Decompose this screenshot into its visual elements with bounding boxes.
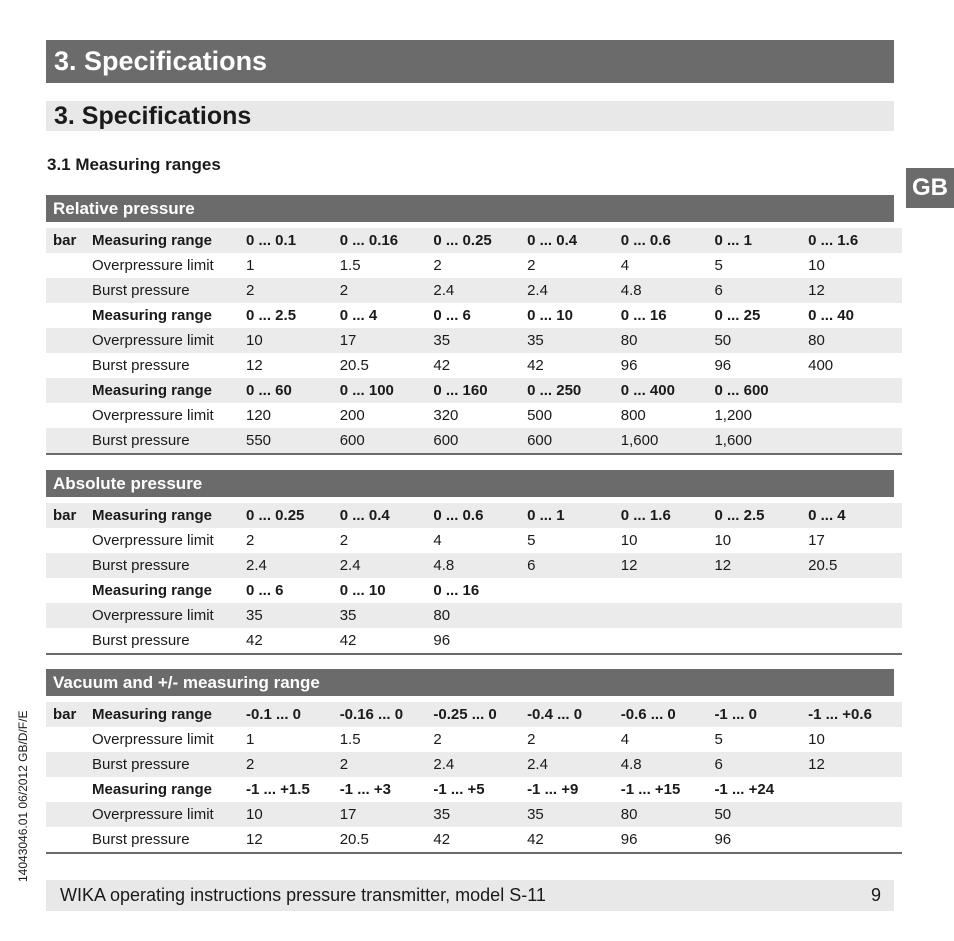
value-cell: 17 <box>340 802 434 827</box>
burst-pressure-row <box>46 628 902 654</box>
unit-cell <box>46 802 86 827</box>
row-label: Overpressure limit <box>86 328 246 353</box>
value-cell <box>714 628 808 654</box>
value-cell <box>808 827 902 853</box>
value-cell: 600 <box>433 428 527 454</box>
page-title: 3. Specifications <box>46 101 894 131</box>
value-cell: -0.4 ... 0 <box>527 702 621 727</box>
section-heading: 3.1 Measuring ranges <box>47 155 221 174</box>
row-label: Burst pressure <box>86 752 246 777</box>
value-cell: 0 ... 0.25 <box>433 228 527 253</box>
value-cell: 320 <box>433 407 459 424</box>
value-cell: 12 <box>246 357 263 374</box>
value-cell: 2 <box>433 257 442 274</box>
spec-data-table <box>46 228 902 455</box>
overpressure-row <box>46 253 902 278</box>
unit-cell <box>46 353 86 378</box>
value-cell: -1 ... 0 <box>714 702 808 727</box>
value-cell <box>621 603 715 628</box>
value-cell: 600 <box>340 428 434 454</box>
unit-cell <box>46 403 86 428</box>
value-cell <box>808 403 902 428</box>
value-cell: 0 ... 0.6 <box>433 503 527 528</box>
page-number: 9 <box>870 885 881 905</box>
value-cell: 0 ... 25 <box>714 307 761 324</box>
value-cell: 2.4 <box>246 553 340 578</box>
value-cell: 10 <box>714 532 732 549</box>
overpressure-row <box>46 403 902 428</box>
value-cell <box>808 777 902 802</box>
vacuum-range-table <box>46 669 894 854</box>
unit-cell <box>46 328 86 353</box>
value-cell <box>808 628 902 654</box>
overpressure-row <box>46 802 902 827</box>
value-cell: 12 <box>714 553 808 578</box>
value-cell: 0 ... 2.5 <box>246 307 297 324</box>
value-cell: 0 ... 1.6 <box>808 228 902 253</box>
value-cell <box>527 628 621 654</box>
row-label: Measuring range <box>92 582 213 599</box>
value-cell: 4.8 <box>621 752 715 777</box>
row-label: Measuring range <box>86 378 246 403</box>
value-cell: 10 <box>808 257 825 274</box>
value-cell: 35 <box>246 603 340 628</box>
value-cell <box>808 578 902 603</box>
value-cell: 6 <box>714 752 808 777</box>
unit-cell <box>46 253 86 278</box>
value-cell: 6 <box>714 278 808 303</box>
value-cell: -1 ... +3 <box>339 781 391 798</box>
value-cell <box>808 378 902 403</box>
value-cell: 2.4 <box>527 278 621 303</box>
value-cell: 12 <box>246 831 263 848</box>
value-cell: 20.5 <box>339 357 369 374</box>
row-label: Measuring range <box>86 702 246 727</box>
value-cell: 2 <box>340 278 434 303</box>
measuring-range-row <box>46 303 902 328</box>
value-cell: 0 ... 0.1 <box>246 228 340 253</box>
spec-data-table <box>46 503 902 655</box>
unit-cell <box>46 603 86 628</box>
value-cell: 2 <box>246 532 255 549</box>
document-code: 14043046.01 06/2012 GB/D/F/E <box>16 710 30 882</box>
value-cell: 550 <box>246 428 340 454</box>
value-cell: 0 ... 6 <box>433 307 471 324</box>
value-cell: 0 ... 400 <box>621 378 715 403</box>
value-cell: 96 <box>714 357 732 374</box>
value-cell: 0 ... 0.4 <box>340 503 434 528</box>
measuring-range-row <box>46 503 902 528</box>
table-title: Relative pressure <box>46 195 894 222</box>
value-cell: 12 <box>808 278 902 303</box>
value-cell: 4 <box>620 257 630 274</box>
value-cell: 0 ... 6 <box>246 582 284 599</box>
value-cell: 4 <box>433 532 442 549</box>
value-cell: 42 <box>527 357 544 374</box>
value-cell: 2.4 <box>433 752 527 777</box>
row-label: Burst pressure <box>92 632 190 649</box>
burst-pressure-row <box>46 553 902 578</box>
value-cell <box>714 603 808 628</box>
value-cell: 0 ... 0.6 <box>621 228 715 253</box>
value-cell: 2.4 <box>527 752 621 777</box>
value-cell: 600 <box>527 428 621 454</box>
value-cell: 2 <box>246 752 340 777</box>
row-label: Measuring range <box>92 307 213 324</box>
row-label: Burst pressure <box>86 278 246 303</box>
value-cell <box>808 603 902 628</box>
value-cell: 35 <box>527 328 621 353</box>
unit-cell <box>46 628 86 654</box>
value-cell <box>808 428 902 454</box>
table-title: Absolute pressure <box>46 470 894 497</box>
value-cell: 1.5 <box>339 257 361 274</box>
overpressure-row <box>46 727 902 752</box>
value-cell: 0 ... 1 <box>527 503 621 528</box>
value-cell: 1,200 <box>714 407 752 424</box>
value-cell: -1 ... +1.5 <box>246 781 310 798</box>
value-cell: 0 ... 1 <box>714 228 808 253</box>
value-cell: 2 <box>527 257 536 274</box>
value-cell: 2.4 <box>433 278 527 303</box>
value-cell: 42 <box>339 632 357 649</box>
value-cell: 20.5 <box>808 553 902 578</box>
unit-cell <box>46 727 86 752</box>
value-cell: 80 <box>621 328 715 353</box>
value-cell: 0 ... 40 <box>808 307 854 324</box>
value-cell: 2 <box>527 731 536 748</box>
row-label: Burst pressure <box>92 357 190 374</box>
top-banner-title: 3. Specifications <box>46 40 894 83</box>
absolute-pressure-table <box>46 470 894 655</box>
unit-cell <box>46 553 86 578</box>
value-cell: -0.16 ... 0 <box>340 702 434 727</box>
value-cell: 400 <box>808 357 834 374</box>
value-cell: 35 <box>340 603 434 628</box>
value-cell: 0 ... 250 <box>527 378 621 403</box>
row-label: Measuring range <box>92 781 213 798</box>
value-cell: 0 ... 160 <box>433 378 527 403</box>
value-cell: 96 <box>620 831 638 848</box>
value-cell <box>714 578 808 603</box>
value-cell <box>808 802 902 827</box>
spec-data-table <box>46 702 902 854</box>
value-cell: -1 ... +9 <box>527 781 579 798</box>
value-cell: 0 ... 16 <box>433 582 480 599</box>
value-cell: 42 <box>433 357 451 374</box>
unit-cell: bar <box>46 228 86 253</box>
value-cell: 35 <box>433 802 527 827</box>
row-label: Overpressure limit <box>92 731 214 748</box>
value-cell: 42 <box>527 831 544 848</box>
measuring-range-row <box>46 578 902 603</box>
row-label: Measuring range <box>86 503 246 528</box>
value-cell <box>621 578 715 603</box>
value-cell: 17 <box>340 328 434 353</box>
overpressure-row <box>46 328 902 353</box>
value-cell: 1,600 <box>714 428 808 454</box>
value-cell: 0 ... 0.4 <box>527 228 621 253</box>
unit-cell <box>46 278 86 303</box>
value-cell: 0 ... 60 <box>246 378 340 403</box>
unit-cell: bar <box>46 503 86 528</box>
unit-cell <box>46 528 86 553</box>
value-cell: 6 <box>527 553 621 578</box>
unit-cell <box>46 428 86 454</box>
unit-cell: bar <box>46 702 86 727</box>
value-cell: 0 ... 0.25 <box>246 503 340 528</box>
value-cell: 35 <box>527 802 621 827</box>
value-cell: 1 <box>246 257 255 274</box>
overpressure-row <box>46 603 902 628</box>
value-cell: 200 <box>339 407 365 424</box>
row-label: Burst pressure <box>86 428 246 454</box>
value-cell: 96 <box>433 632 451 649</box>
value-cell: 10 <box>246 802 340 827</box>
value-cell: 0 ... 10 <box>527 307 573 324</box>
burst-pressure-row <box>46 353 902 378</box>
value-cell: -1 ... +24 <box>714 781 775 798</box>
value-cell: 96 <box>620 357 638 374</box>
burst-pressure-row <box>46 278 902 303</box>
value-cell: 0 ... 16 <box>620 307 667 324</box>
value-cell: 12 <box>621 553 715 578</box>
value-cell: 0 ... 4 <box>339 307 378 324</box>
value-cell: 50 <box>714 328 808 353</box>
value-cell: 80 <box>433 603 527 628</box>
value-cell: 2 <box>433 731 442 748</box>
value-cell: 2 <box>246 278 340 303</box>
value-cell: 35 <box>433 328 527 353</box>
value-cell: 5 <box>714 257 723 274</box>
value-cell: 80 <box>808 328 902 353</box>
value-cell: 5 <box>527 532 536 549</box>
value-cell: 1,600 <box>621 428 715 454</box>
value-cell <box>621 628 715 654</box>
value-cell: 10 <box>620 532 638 549</box>
unit-cell <box>46 378 86 403</box>
footer-text: WIKA operating instructions pressure transmitter, model S-11 <box>60 885 546 905</box>
language-tab: GB <box>906 168 954 208</box>
value-cell: 4 <box>620 731 630 748</box>
unit-cell <box>46 827 86 853</box>
value-cell: 1 <box>246 731 255 748</box>
value-cell: 0 ... 0.16 <box>340 228 434 253</box>
burst-pressure-row <box>46 752 902 777</box>
value-cell: -0.25 ... 0 <box>433 702 527 727</box>
value-cell: -1 ... +0.6 <box>808 702 902 727</box>
value-cell: 0 ... 4 <box>808 503 902 528</box>
value-cell: -1 ... +5 <box>433 781 485 798</box>
value-cell <box>527 603 621 628</box>
document-code-container <box>16 682 32 882</box>
value-cell: 2 <box>339 532 349 549</box>
value-cell: 500 <box>527 407 553 424</box>
value-cell: 0 ... 1.6 <box>621 503 715 528</box>
value-cell: 2 <box>340 752 434 777</box>
measuring-range-row <box>46 777 902 802</box>
unit-cell <box>46 752 86 777</box>
overpressure-row <box>46 528 902 553</box>
value-cell: 42 <box>246 632 263 649</box>
row-label: Burst pressure <box>86 553 246 578</box>
value-cell: 50 <box>714 802 808 827</box>
measuring-range-row <box>46 228 902 253</box>
row-label: Measuring range <box>86 228 246 253</box>
footer <box>46 880 894 911</box>
relative-pressure-table <box>46 195 894 455</box>
row-label: Overpressure limit <box>92 532 214 549</box>
value-cell: 120 <box>246 407 272 424</box>
row-label: Burst pressure <box>92 831 190 848</box>
value-cell: 10 <box>808 731 825 748</box>
value-cell <box>527 578 621 603</box>
value-cell: 2.4 <box>340 553 434 578</box>
value-cell: 4.8 <box>433 553 527 578</box>
unit-cell <box>46 578 86 603</box>
value-cell: 1.5 <box>339 731 361 748</box>
value-cell: 800 <box>620 407 646 424</box>
table-title: Vacuum and +/- measuring range <box>46 669 894 696</box>
row-label: Overpressure limit <box>86 603 246 628</box>
value-cell: 0 ... 10 <box>339 582 386 599</box>
value-cell: 12 <box>808 752 902 777</box>
value-cell: -0.1 ... 0 <box>246 702 340 727</box>
value-cell: 10 <box>246 328 340 353</box>
unit-cell <box>46 777 86 802</box>
value-cell: -1 ... +15 <box>620 781 681 798</box>
value-cell: 5 <box>714 731 723 748</box>
burst-pressure-row <box>46 827 902 853</box>
value-cell: 0 ... 100 <box>340 378 434 403</box>
value-cell: 42 <box>433 831 451 848</box>
row-label: Overpressure limit <box>92 257 214 274</box>
measuring-range-row <box>46 702 902 727</box>
value-cell: 4.8 <box>621 278 715 303</box>
value-cell: 0 ... 600 <box>714 378 808 403</box>
burst-pressure-row <box>46 428 902 454</box>
unit-cell <box>46 303 86 328</box>
value-cell: 0 ... 2.5 <box>714 503 808 528</box>
value-cell: -0.6 ... 0 <box>621 702 715 727</box>
value-cell: 20.5 <box>339 831 369 848</box>
measuring-range-row <box>46 378 902 403</box>
row-label: Overpressure limit <box>86 802 246 827</box>
value-cell: 80 <box>621 802 715 827</box>
row-label: Overpressure limit <box>92 407 214 424</box>
value-cell: 17 <box>808 532 825 549</box>
value-cell: 96 <box>714 831 732 848</box>
